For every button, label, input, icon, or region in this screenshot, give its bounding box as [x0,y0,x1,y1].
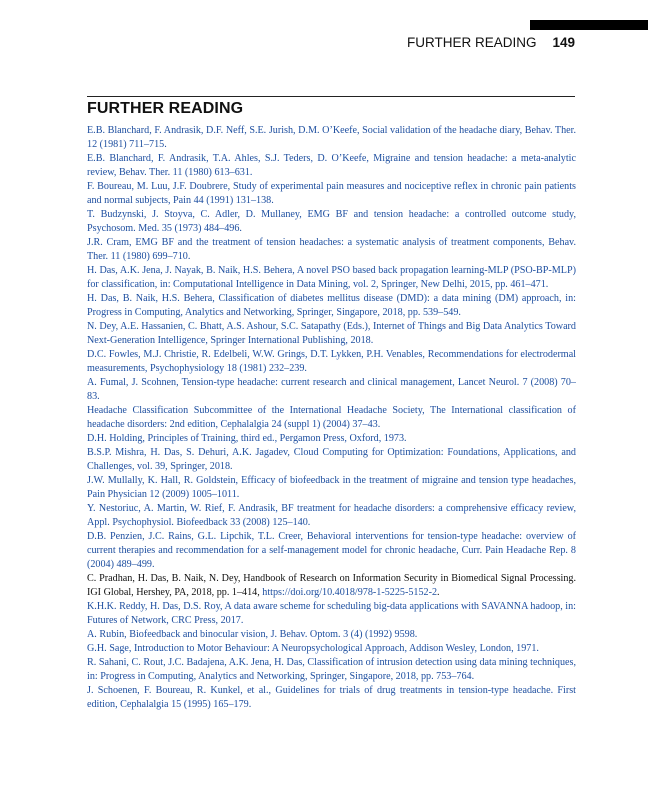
section-title: FURTHER READING [87,100,244,117]
running-head [407,35,575,50]
reference-item[interactable]: D.B. Penzien, J.C. Rains, G.L. Lipchik, T.L. Creer, Behavioral interventions for tension-type headache: overview of current therapies and recommendation for a self-management model for chronic headache, Curr. Pain Headache Rep. 8 (2004) 489–499. [87,531,576,570]
reference-item-with-doi [87,572,576,600]
reference-item[interactable]: F. Boureau, M. Luu, J.F. Doubrere, Study of experimental pain measures and nociceptive reflex in chronic pain patients and normal subjects, Pain 44 (1991) 131–138. [87,181,576,206]
reference-item[interactable]: G.H. Sage, Introduction to Motor Behaviour: A Neuropsychological Approach, Addison Wesley, London, 1971. [87,643,539,654]
reference-item[interactable]: A. Rubin, Biofeedback and binocular vision, J. Behav. Optom. 3 (4) (1992) 9598. [87,629,418,640]
reference-item[interactable]: Y. Nestoriuc, A. Martin, W. Rief, F. Andrasik, BF treatment for headache disorders: a comprehensive efficacy review, Appl. Psychophysiol. Biofeedback 33 (2008) 125–140. [87,503,576,528]
header-bar [530,20,648,30]
reference-item[interactable]: J.R. Cram, EMG BF and the treatment of tension headaches: a systematic analysis of treatment components, Behav. Ther. 11 (1980) 699–710. [87,237,576,262]
reference-text: C. Pradhan, H. Das, B. Naik, N. Dey, Handbook of Research on Information Security in Biomedical Signal Processing. IGI Global, Hershey, PA, 2018, pp. 1–414, [87,573,576,598]
reference-item[interactable]: Headache Classification Subcommittee of the International Headache Society, The International classification of headache disorders: 2nd edition, Cephalalgia 24 (suppl 1) (2004) 37–43. [87,405,576,430]
reference-item[interactable]: K.H.K. Reddy, H. Das, D.S. Roy, A data aware scheme for scheduling big-data applications with SAVANNA hadoop, in: Futures of Network, CRC Press, 2017. [87,601,576,626]
page-number: 149 [552,35,575,50]
running-title: FURTHER READING [406,35,537,50]
reference-suffix: . [437,587,440,598]
reference-item[interactable]: D.C. Fowles, M.J. Christie, R. Edelbeli, W.W. Grings, D.T. Lykken, P.H. Venables, Recommendations for electrodermal measurements, Psychophysiology 18 (1981) 232–239. [87,349,576,374]
doi-link[interactable]: https://doi.org/10.4018/978-1-5225-5152-2 [262,587,438,598]
reference-item[interactable]: D.H. Holding, Principles of Training, third ed., Pergamon Press, Oxford, 1973. [87,433,407,444]
reference-item[interactable]: A. Fumal, J. Scohnen, Tension-type headache: current research and clinical management, Lancet Neurol. 7 (2008) 70–83. [87,377,576,402]
reference-item[interactable]: J. Schoenen, F. Boureau, R. Kunkel, et al., Guidelines for trials of drug treatments in tension-type headache. First edition, Cephalalgia 15 (1995) 165–179. [87,685,576,710]
reference-item[interactable]: J.W. Mullally, K. Hall, R. Goldstein, Efficacy of biofeedback in the treatment of migraine and tension type headaches, Pain Physician 12 (2009) 1005–1011. [87,475,576,500]
reference-item[interactable]: R. Sahani, C. Rout, J.C. Badajena, A.K. Jena, H. Das, Classification of intrusion detection using data mining techniques, in: Progress in Computing, Analytics and Networking, Springer, Singapore, 2018, pp. 753–764. [87,657,576,682]
reference-item[interactable]: H. Das, B. Naik, H.S. Behera, Classification of diabetes mellitus disease (DMD): a data mining (DM) approach, in: Progress in Computing, Analytics and Networking, Springer, Singapore, 2018, pp. 539–549. [87,293,576,318]
reference-item[interactable]: B.S.P. Mishra, H. Das, S. Dehuri, A.K. Jagadev, Cloud Computing for Optimization: Foundations, Applications, and Challenges, vol. 39, Springer, 2018. [87,447,576,472]
reference-item[interactable]: T. Budzynski, J. Stoyva, C. Adler, D. Mullaney, EMG BF and tension headache: a controlled outcome study, Psychosom. Med. 35 (1973) 484–496. [87,209,576,234]
section-rule [87,96,575,97]
reference-item[interactable]: H. Das, A.K. Jena, J. Nayak, B. Naik, H.S. Behera, A novel PSO based back propagation learning-MLP (PSO-BP-MLP) for classification, in: Computational Intelligence in Data Mining, vol. 2, Springer, New Delhi, 2015, pp. 461–471. [87,265,576,290]
reference-item[interactable]: E.B. Blanchard, F. Andrasik, T.A. Ahles, S.J. Teders, D. O’Keefe, Migraine and tension headache: a meta-analytic review, Behav. Ther. 11 (1980) 613–631. [87,153,576,178]
reference-item[interactable]: E.B. Blanchard, F. Andrasik, D.F. Neff, S.E. Jurish, D.M. O’Keefe, Social validation of the headache diary, Behav. Ther. 12 (1981) 711–715. [87,125,576,150]
reference-item[interactable]: N. Dey, A.E. Hassanien, C. Bhatt, A.S. Ashour, S.C. Satapathy (Eds.), Internet of Things and Big Data Analytics Toward Next-Generation Intelligence, Springer International Publishing, 2018. [87,321,576,346]
reference-list [87,124,576,712]
